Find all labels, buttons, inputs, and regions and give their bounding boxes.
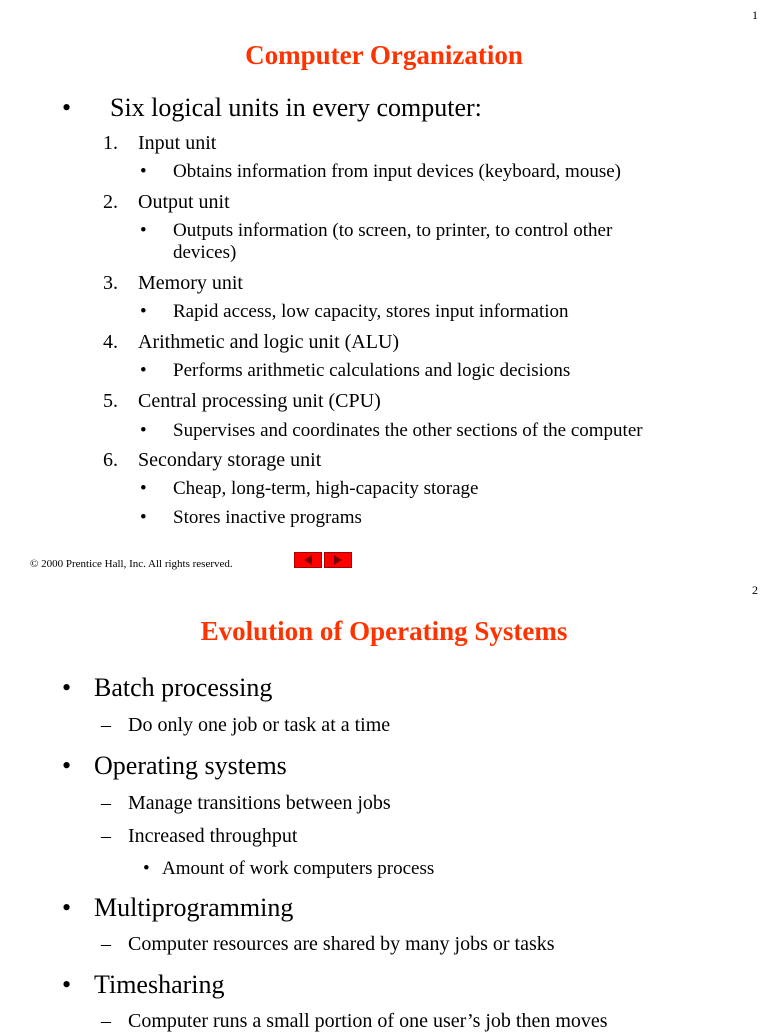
section-point: Computer resources are shared by many jobs or tasks [128, 933, 555, 955]
next-slide-icon [325, 553, 351, 567]
list-item-number: 2. [103, 191, 118, 213]
section-point: Computer runs a small portion of one user’s job then moves [128, 1010, 608, 1032]
list-item-number: 6. [103, 449, 118, 471]
slide-number: 2 [752, 583, 758, 597]
slide-title: Evolution of Operating Systems [200, 616, 568, 646]
list-item-label: Central processing unit (CPU) [138, 390, 381, 412]
list-item-number: 4. [103, 331, 118, 353]
section-heading: Timesharing [94, 970, 225, 999]
list-item-detail-continued: devices) [173, 242, 237, 263]
section-point: Do only one job or task at a time [128, 714, 391, 736]
bullet-icon: • [140, 360, 147, 381]
slide-title: Computer Organization [245, 40, 523, 70]
bullet-icon: • [62, 673, 72, 702]
dash-icon: – [101, 825, 111, 847]
bullet-icon: • [62, 970, 72, 999]
dash-icon: – [101, 714, 111, 736]
list-item-detail: Supervises and coordinates the other sections of the computer [173, 420, 643, 441]
bullet-icon: • [140, 220, 147, 241]
list-item-detail: Cheap, long-term, high-capacity storage [173, 478, 479, 499]
section-heading: Multiprogramming [94, 893, 294, 922]
bullet-icon: • [140, 507, 147, 528]
list-item-number: 5. [103, 390, 118, 412]
bullet-icon: • [140, 161, 147, 182]
list-item-detail: Performs arithmetic calculations and logic decisions [173, 360, 571, 381]
list-item-detail: Rapid access, low capacity, stores input information [173, 301, 569, 322]
list-item-number: 1. [103, 132, 118, 154]
section-heading: Operating systems [94, 751, 287, 780]
list-item-label: Output unit [138, 191, 230, 213]
intro-text: Six logical units in every computer: [110, 93, 482, 122]
bullet-icon: • [140, 420, 147, 441]
bullet-icon: • [62, 93, 72, 122]
list-item-label: Input unit [138, 132, 217, 154]
list-item-label: Secondary storage unit [138, 449, 322, 471]
copyright-footer: © 2000 Prentice Hall, Inc. All rights reserved. [30, 558, 233, 570]
list-item-detail: Obtains information from input devices (keyboard, mouse) [173, 161, 621, 182]
dash-icon: – [101, 792, 111, 814]
bullet-icon: • [140, 478, 147, 499]
bullet-icon: • [143, 858, 150, 879]
list-item-label: Arithmetic and logic unit (ALU) [138, 331, 400, 353]
section-heading: Batch processing [94, 673, 273, 702]
list-item-number: 3. [103, 272, 118, 294]
slide-number: 1 [752, 8, 758, 22]
section-point: Increased throughput [128, 825, 298, 847]
list-item-detail: Outputs information (to screen, to printer, to control other [173, 220, 613, 241]
next-slide-button[interactable] [324, 552, 352, 568]
list-item-label: Memory unit [138, 272, 243, 294]
bullet-icon: • [140, 301, 147, 322]
section-subpoint: Amount of work computers process [162, 858, 435, 879]
dash-icon: – [101, 1010, 111, 1032]
bullet-icon: • [62, 751, 72, 780]
list-item-detail: Stores inactive programs [173, 507, 362, 528]
bullet-icon: • [62, 893, 72, 922]
previous-slide-icon [295, 553, 321, 567]
previous-slide-button[interactable] [294, 552, 322, 568]
dash-icon: – [101, 933, 111, 955]
section-point: Manage transitions between jobs [128, 792, 391, 814]
